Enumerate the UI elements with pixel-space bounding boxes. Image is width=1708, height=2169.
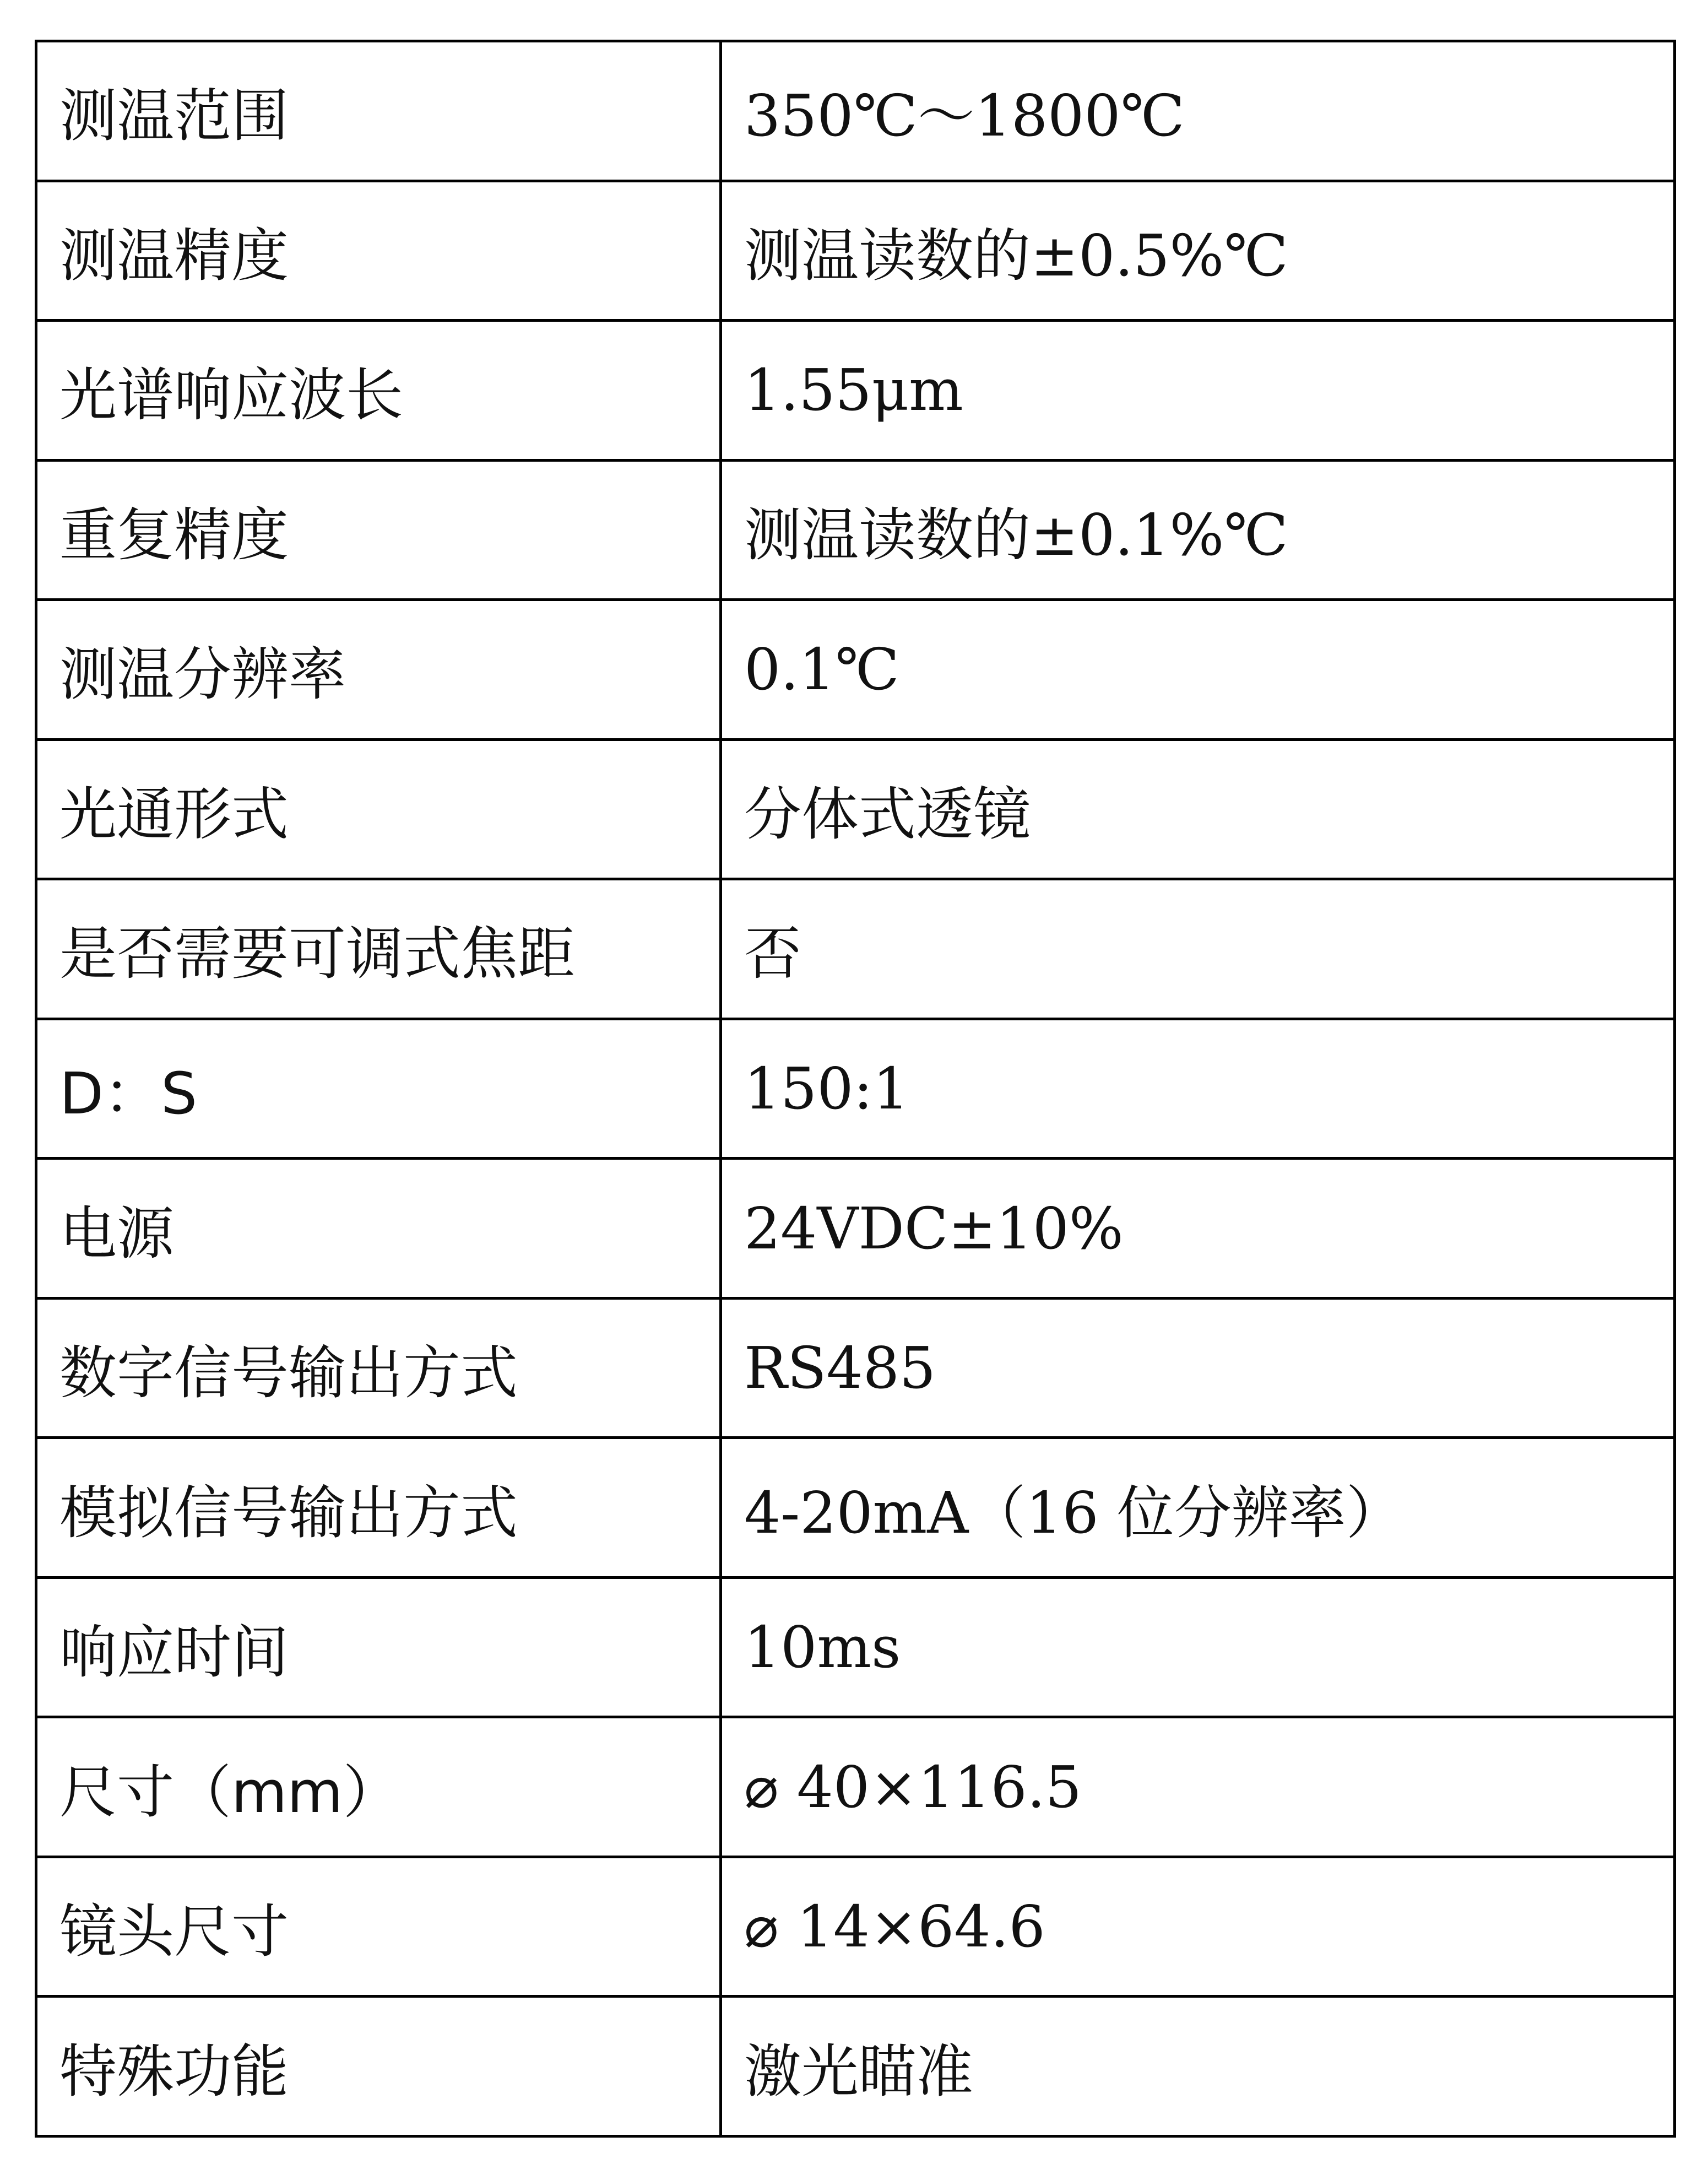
row-value: 否 [721,879,1675,1019]
table-row [36,1438,1675,1578]
spec-table [35,40,1676,2138]
row-value: ⌀ 14×64.6 [721,1857,1675,1997]
row-value: RS485 [721,1298,1675,1438]
row-value: 0.1℃ [721,600,1675,740]
row-value: 分体式透镜 [721,739,1675,879]
table-row [36,1019,1675,1159]
row-value: 1.55μm [721,321,1675,461]
row-label: 测温分辨率 [36,600,721,740]
row-label: 模拟信号输出方式 [36,1438,721,1578]
table-row [36,1717,1675,1857]
table-row [36,1577,1675,1717]
row-label: 电源 [36,1159,721,1299]
row-label: 测温精度 [36,181,721,321]
row-label: D：S [36,1019,721,1159]
table-row [36,460,1675,600]
table-row [36,1857,1675,1997]
table-row [36,879,1675,1019]
row-label: 响应时间 [36,1577,721,1717]
row-value: 测温读数的±0.5%℃ [721,181,1675,321]
row-label: 测温范围 [36,41,721,181]
row-value: 150:1 [721,1019,1675,1159]
row-label: 重复精度 [36,460,721,600]
table-row [36,1298,1675,1438]
row-label: 是否需要可调式焦距 [36,879,721,1019]
row-label: 数字信号输出方式 [36,1298,721,1438]
row-value: 4-20mA（16 位分辨率） [721,1438,1675,1578]
row-value: 350℃～1800℃ [721,41,1675,181]
table-row [36,739,1675,879]
table-row [36,1997,1675,2136]
row-label: 光通形式 [36,739,721,879]
row-value: 10ms [721,1577,1675,1717]
row-value: ⌀ 40×116.5 [721,1717,1675,1857]
row-value: 测温读数的±0.1%℃ [721,460,1675,600]
table-row [36,41,1675,181]
table-row [36,1159,1675,1299]
table-row [36,321,1675,461]
table-row [36,600,1675,740]
row-label: 镜头尺寸 [36,1857,721,1997]
row-value: 24VDC±10% [721,1159,1675,1299]
table-row [36,181,1675,321]
row-label: 特殊功能 [36,1997,721,2136]
row-label: 光谱响应波长 [36,321,721,461]
row-value: 激光瞄准 [721,1997,1675,2136]
row-label: 尺寸（mm） [36,1717,721,1857]
